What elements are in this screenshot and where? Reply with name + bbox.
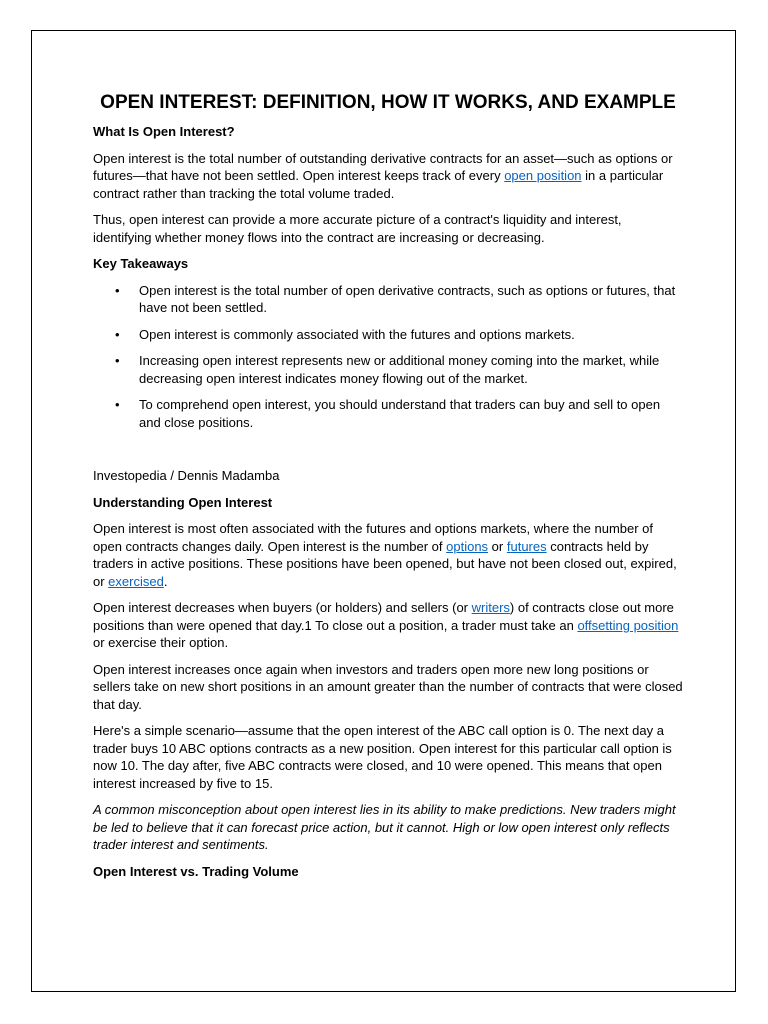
- list-item: [115, 352, 683, 387]
- list-item-text: Increasing open interest represents new or additional money coming into the market, while decreasing open interest indicates money flowing out of the market.: [139, 353, 660, 386]
- paragraph-markets: [93, 520, 683, 590]
- paragraph-definition: [93, 150, 683, 203]
- text: Open interest is most often associated with the futures and options markets, where the number of open contracts changes daily. Open interest is the number of: [93, 521, 654, 554]
- link-futures[interactable]: futures: [506, 538, 547, 554]
- text: or: [488, 538, 507, 554]
- takeaways-list: [93, 282, 683, 432]
- heading-what-is-open-interest: What Is Open Interest?: [93, 124, 235, 139]
- document-content: [93, 89, 683, 889]
- heading-understanding-open-interest: Understanding Open Interest: [93, 494, 273, 510]
- paragraph-increases: Open interest increases once again when investors and traders open more new long positions or sellers take on new short positions in an amount greater than the number of contracts that were closed that day.: [93, 661, 683, 712]
- bullet-icon: •: [115, 397, 120, 412]
- text: Open interest is the total number of outstanding derivative contracts for an asset—such as options or futures—that have not been settled. Open interest keeps track of every: [93, 150, 673, 183]
- paragraph-misconception: A common misconception about open interest lies in its ability to make predictions. New traders might be led to believe that it can forecast price action, but it cannot. High or low open interest only reflects trader interest and sentiments.: [93, 802, 676, 852]
- heading-open-interest-vs-trading-volume: Open Interest vs. Trading Volume: [93, 863, 299, 879]
- paragraph-liquidity: Thus, open interest can provide a more accurate picture of a contract's liquidity and interest, identifying whether money flows into the contract are increasing or decreasing.: [93, 212, 622, 245]
- text: or exercise their option.: [93, 635, 229, 650]
- list-item: [115, 326, 683, 344]
- paragraph-decreases: [93, 599, 683, 652]
- bullet-icon: •: [115, 282, 120, 298]
- link-exercised[interactable]: exercised: [108, 573, 164, 589]
- spacer: [93, 440, 683, 467]
- link-options[interactable]: options: [446, 538, 489, 554]
- text: ) of contracts close out more positions than were opened that day.1 To close out a position, a trader must take an: [93, 600, 674, 633]
- heading-key-takeaways: Key Takeaways: [93, 256, 189, 271]
- text: .: [163, 573, 168, 589]
- text: contracts held by traders in active positions. These positions have been opened, but have not been closed out, expired, or: [93, 538, 677, 589]
- bullet-icon: •: [115, 326, 120, 342]
- document-title: OPEN INTEREST: DEFINITION, HOW IT WORKS, AND EXAMPLE: [100, 92, 676, 113]
- link-writers[interactable]: writers: [471, 600, 510, 615]
- list-item: [115, 396, 683, 431]
- text: Open interest decreases when buyers (or holders) and sellers (or: [93, 600, 472, 615]
- image-credit: Investopedia / Dennis Madamba: [93, 468, 280, 483]
- document-page: [31, 30, 736, 992]
- list-item: [115, 282, 683, 317]
- list-item-text: Open interest is commonly associated with the futures and options markets.: [139, 326, 575, 342]
- list-item-text: Open interest is the total number of open derivative contracts, such as options or futures, that have not been settled.: [139, 282, 676, 315]
- link-offsetting-position[interactable]: offsetting position: [577, 617, 679, 633]
- bullet-icon: •: [115, 353, 120, 368]
- text: in a particular contract rather than tracking the total volume traded.: [93, 168, 664, 201]
- paragraph-scenario: Here's a simple scenario—assume that the open interest of the ABC call option is 0. The next day a trader buys 10 ABC options contracts as a new position. Open interest for this particular call option is now 10. The day after, five ABC contracts were closed, and 10 were opened. This means that open interest increased by five to 15.: [93, 723, 672, 791]
- link-open-position[interactable]: open position: [504, 168, 582, 183]
- list-item-text: To comprehend open interest, you should understand that traders can buy and sell to open and close positions.: [139, 397, 661, 430]
